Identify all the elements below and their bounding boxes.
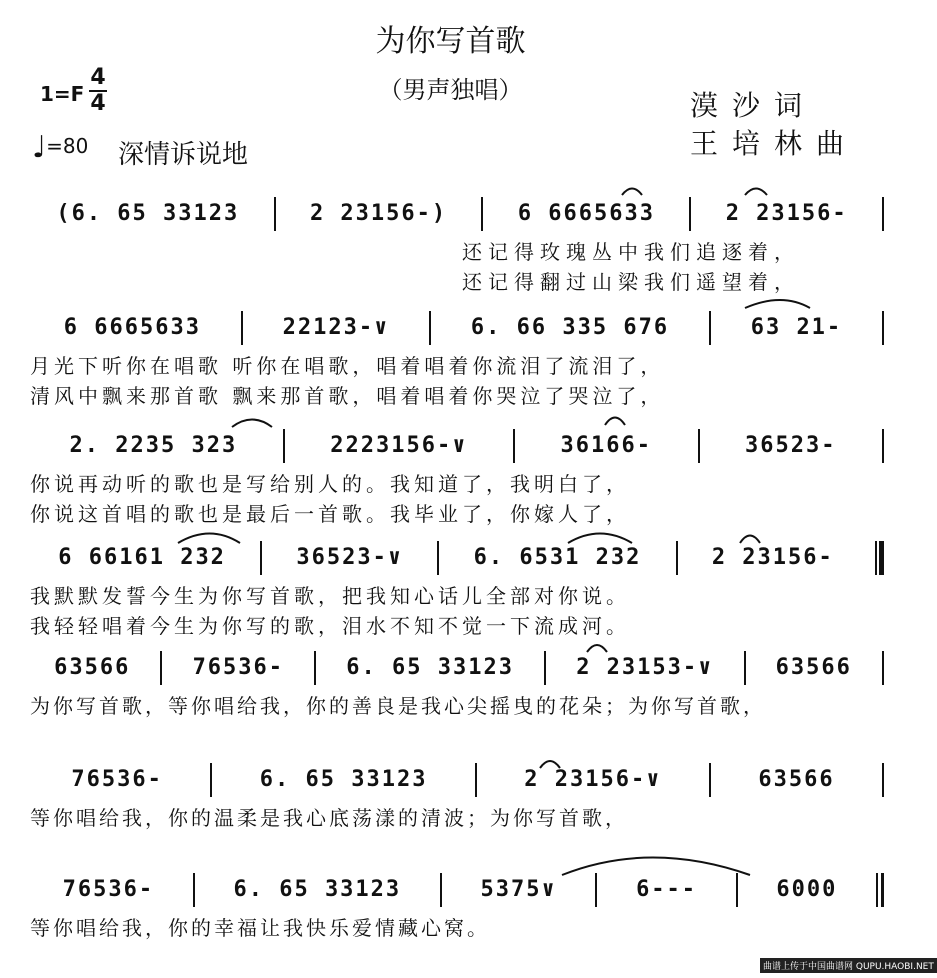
- lyric-line: 月光下听你在唱歌 听你在唱歌，唱着唱着你流泪了流泪了，: [30, 354, 665, 378]
- notation-line: [22, 540, 884, 576]
- lyricist-credit: 漠沙词: [690, 89, 817, 122]
- measure: 6. 65 33123: [233, 877, 402, 902]
- notation-line: [22, 310, 884, 346]
- measure: 22123-∨: [282, 315, 390, 340]
- song-title: 为你写首歌: [375, 24, 526, 59]
- measure: 6. 65 33123: [259, 767, 428, 792]
- lyric-line: 为你写首歌，等你唱给我，你的善良是我心尖摇曳的花朵；为你写首歌，: [30, 694, 766, 718]
- measure: 2 23156-∨: [524, 767, 662, 792]
- lyric-line: 还记得玫瑰丛中我们追逐着，: [462, 240, 800, 264]
- lyric-line: 等你唱给我，你的温柔是我心底荡漾的清波；为你写首歌，: [30, 806, 628, 830]
- measure: 2223156-∨: [330, 433, 468, 458]
- measure: 76536-: [71, 767, 163, 792]
- measure: 5375∨: [480, 877, 557, 902]
- notation-line: [22, 762, 884, 798]
- measure: 2 23153-∨: [576, 655, 714, 680]
- tempo-value: =80: [46, 134, 89, 158]
- composer-credit: 王培林曲: [690, 127, 859, 160]
- meter-top: 4: [90, 65, 106, 90]
- measure: 2. 2235 323: [69, 433, 238, 458]
- measure: 6 66161 232: [58, 545, 226, 570]
- measure: 63566: [54, 655, 131, 680]
- measure: 63566: [758, 767, 835, 792]
- measure: 76536-: [62, 877, 155, 902]
- end-barline: [882, 651, 884, 685]
- measure: 36166-: [560, 433, 652, 458]
- measure: 76536-: [192, 655, 285, 680]
- end-barline: [882, 311, 884, 345]
- measure: 2 23156-): [309, 201, 448, 226]
- measure: 6 6665633: [63, 315, 202, 340]
- tempo-marking: [32, 130, 88, 165]
- end-barline: [868, 541, 884, 575]
- expression-marking: 深情诉说地: [118, 140, 249, 170]
- measure: 36523-∨: [296, 545, 404, 570]
- quarter-note-icon: ♩: [32, 130, 47, 165]
- key-signature: 1=F: [40, 82, 85, 106]
- slur: [605, 418, 625, 426]
- measure: (6. 65 33123: [56, 201, 240, 226]
- lyric-line: 我轻轻唱着今生为你写的歌，泪水不知不觉一下流成河。: [30, 614, 630, 638]
- slur: [622, 189, 642, 196]
- end-barline: [882, 197, 884, 231]
- measure: 6 6665633: [517, 201, 656, 226]
- notation-line: [22, 872, 884, 908]
- slur: [745, 300, 810, 308]
- lyric-line: 等你唱给我，你的幸福让我快乐爱情藏心窝。: [30, 916, 490, 940]
- meter-bottom: 4: [90, 91, 106, 116]
- lyric-line: 我默默发誓今生为你写首歌，把我知心话儿全部对你说。: [30, 584, 630, 608]
- measure: 6. 6531 232: [473, 545, 642, 570]
- time-signature: [88, 66, 108, 116]
- measure: 2 23156-: [725, 201, 848, 226]
- slur: [745, 189, 767, 196]
- measure: 36523-: [745, 433, 837, 458]
- notation-line: [22, 196, 884, 232]
- measure: 63566: [775, 655, 852, 680]
- lyric-line: 清风中飘来那首歌 飘来那首歌，唱着唱着你哭泣了哭泣了，: [30, 384, 665, 408]
- measure: 2 23156-: [711, 545, 834, 570]
- measure: 6. 65 33123: [346, 655, 514, 680]
- measure: 6---: [636, 877, 698, 902]
- end-barline: [876, 873, 884, 907]
- lyric-line: 你说这首唱的歌也是最后一首歌。我毕业了，你嫁人了，: [30, 502, 630, 526]
- end-barline: [882, 429, 884, 463]
- notation-line: [22, 650, 884, 686]
- end-barline: [882, 763, 884, 797]
- measure: 63 21-: [750, 315, 843, 340]
- lyric-line: 还记得翻过山梁我们遥望着，: [462, 270, 800, 294]
- slur: [232, 420, 272, 428]
- notation-line: [22, 428, 884, 464]
- song-subtitle: （男声独唱）: [378, 76, 523, 104]
- measure: 6000: [776, 877, 838, 902]
- site-footer: 曲谱上传于中国曲谱网 QUPU.HAOBI.NET: [760, 958, 937, 973]
- lyric-line: 你说再动听的歌也是写给别人的。我知道了，我明白了，: [30, 472, 630, 496]
- measure: 6. 66 335 676: [470, 315, 670, 340]
